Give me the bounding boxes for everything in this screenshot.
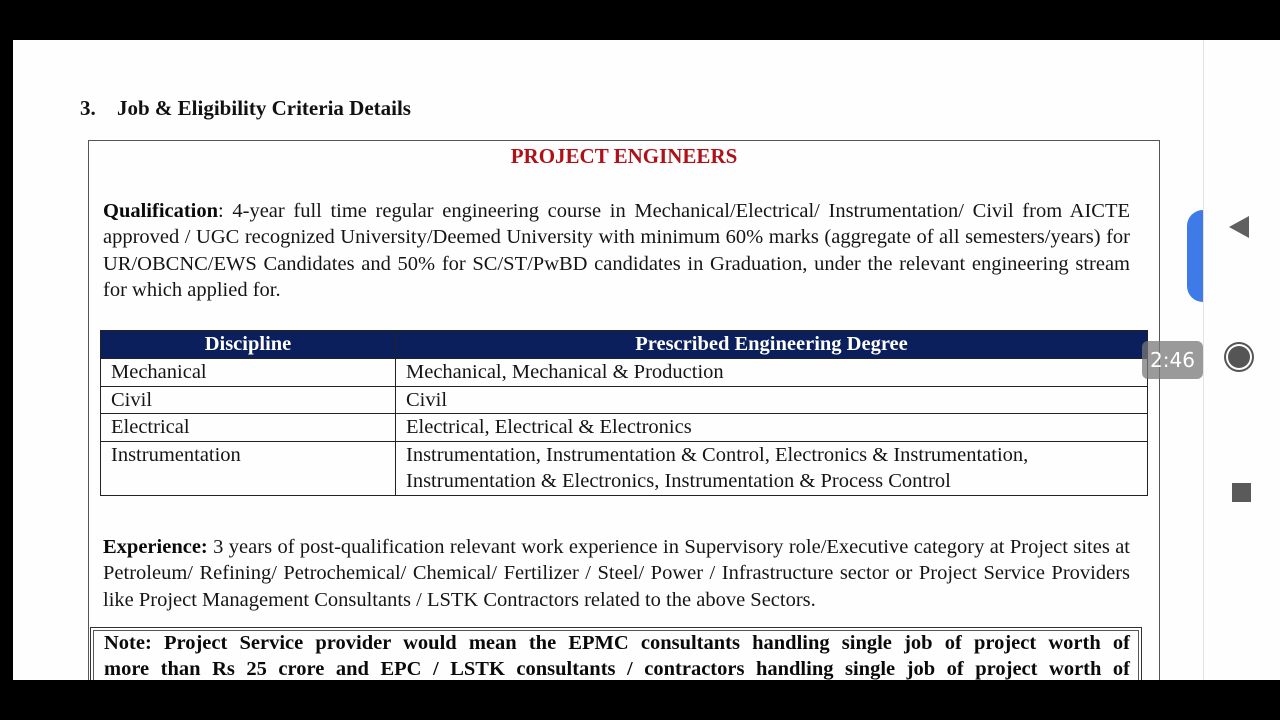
fast-scroll-handle[interactable] <box>1187 210 1203 302</box>
table-row <box>101 414 1148 442</box>
discipline-cell: Civil <box>101 386 396 414</box>
qualification-text: : 4-year full time regular engineering course in Mechanical/Electrical/ Instrumentation/ Civil from AICTE approved / UGC recognized University/Deemed University with minimum 60% marks (aggregate of all semesters/years) for UR/OBCNC/EWS Candidates and 50% for SC/ST/PwBD candidates in Graduation, under the relevant engineering stream for which applied for. <box>103 200 1130 301</box>
box-title: PROJECT ENGINEERS <box>510 144 738 168</box>
note-box <box>90 627 1142 680</box>
degree-cell: Electrical, Electrical & Electronics <box>396 414 1148 442</box>
header-degree: Prescribed Engineering Degree <box>396 331 1148 359</box>
note-line-1: Note: Project Service provider would mean the EPMC consultants handling single job of project worth of <box>104 632 1130 654</box>
document-viewport[interactable] <box>13 40 1203 680</box>
discipline-cell: Instrumentation <box>101 441 396 495</box>
qualification-paragraph <box>103 198 1130 303</box>
experience-text: 3 years of post-qualification relevant work experience in Supervisory role/Executive category at Project sites at Petroleum/ Refining/ Petrochemical/ Chemical/ Fertilizer / Steel/ Power / Infrastructure sector or Project Service Providers like Project Management Consultants / LSTK Contractors related to the above Sectors. <box>103 536 1130 611</box>
table-header-row <box>101 331 1148 359</box>
table-row <box>101 359 1148 387</box>
degree-cell: Mechanical, Mechanical & Production <box>396 359 1148 387</box>
discipline-cell: Mechanical <box>101 359 396 387</box>
section-title: Job & Eligibility Criteria Details <box>117 96 411 120</box>
time-badge: 2:46 <box>1142 341 1203 379</box>
table-row <box>101 386 1148 414</box>
note-text <box>104 630 1130 680</box>
experience-label: Experience: <box>103 536 208 558</box>
degree-cell: Instrumentation, Instrumentation & Control, Electronics & Instrumentation, Instrumentation & Electronics, Instrumentation & Process Control <box>396 441 1148 495</box>
discipline-cell: Electrical <box>101 414 396 442</box>
recents-icon[interactable] <box>1232 483 1251 502</box>
table-row <box>101 441 1148 495</box>
back-icon[interactable] <box>1229 216 1249 238</box>
degree-cell: Civil <box>396 386 1148 414</box>
qualification-label: Qualification <box>103 200 219 222</box>
discipline-table <box>100 330 1148 496</box>
header-discipline: Discipline <box>101 331 396 359</box>
note-line-2: more than Rs 25 crore and EPC / LSTK consultants / contractors handling single job of project worth of <box>104 658 1130 680</box>
section-heading <box>80 96 411 121</box>
project-engineers-box <box>88 140 1160 680</box>
experience-paragraph <box>103 534 1130 613</box>
section-number: 3. <box>80 96 96 120</box>
home-icon[interactable] <box>1228 346 1250 368</box>
